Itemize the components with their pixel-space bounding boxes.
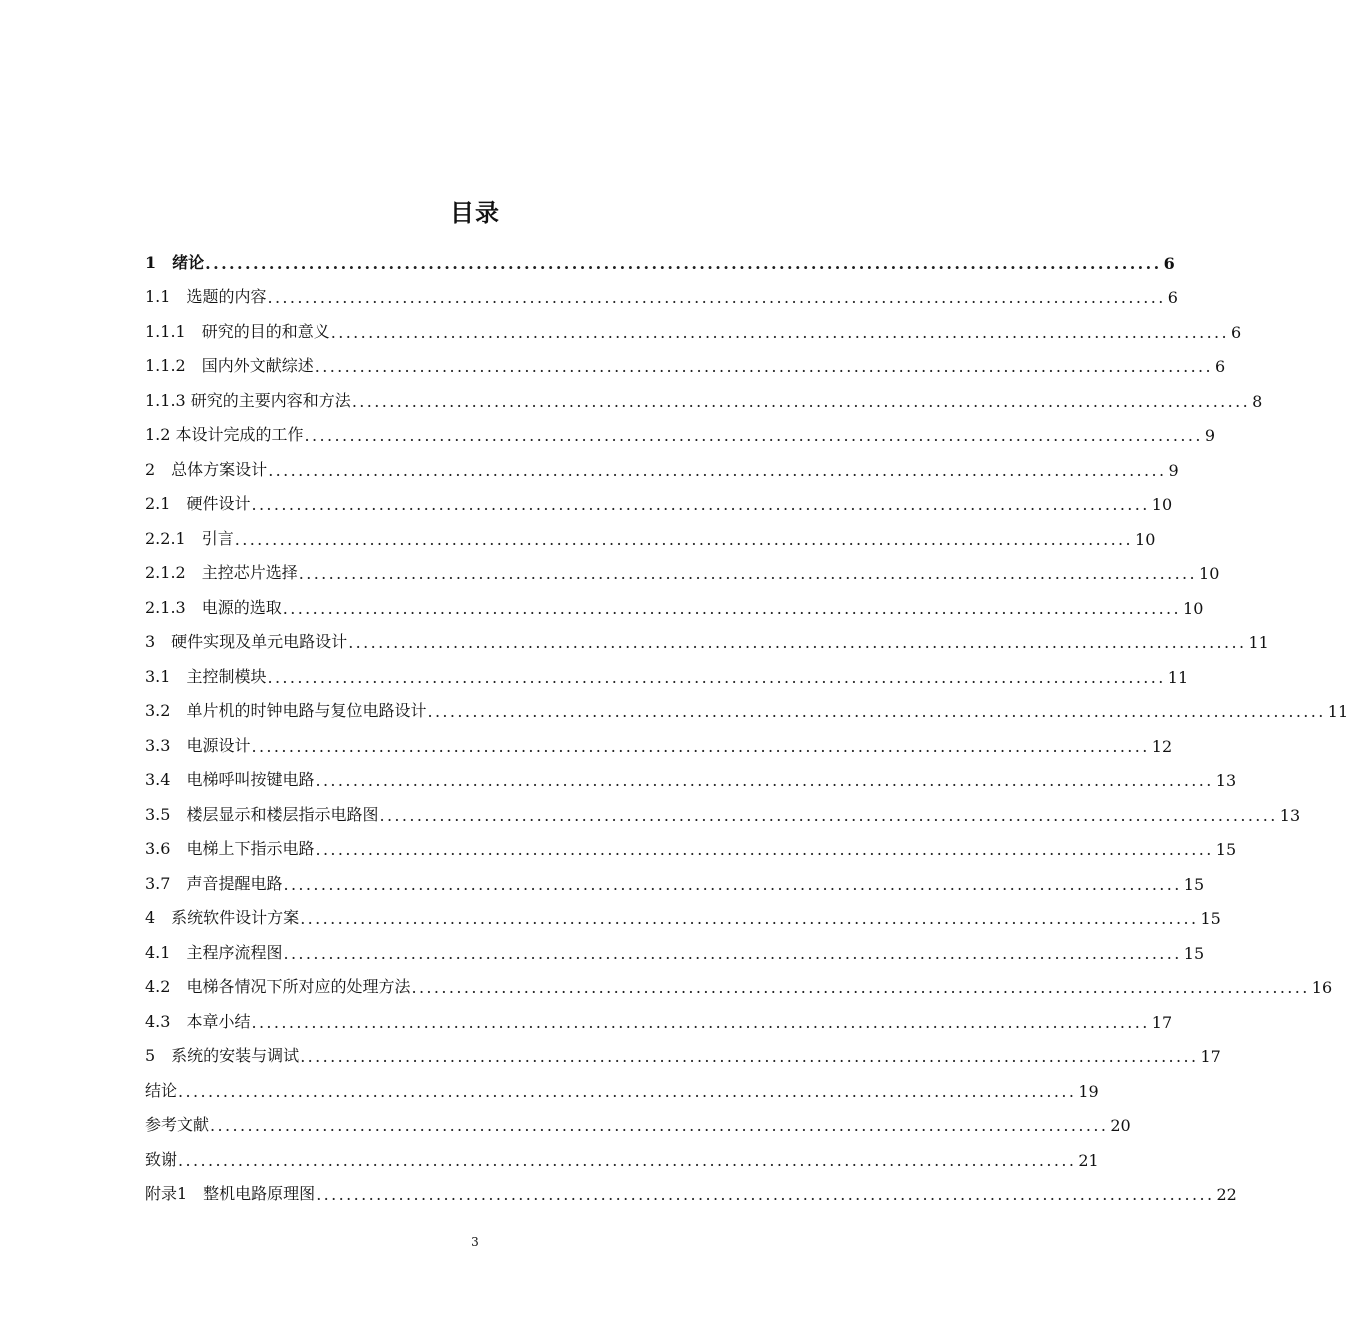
toc-entry-page: 11 xyxy=(1167,667,1189,687)
toc-entry[interactable] xyxy=(145,1101,1131,1136)
toc-entry-label: 1.1 选题的内容 xyxy=(145,287,267,306)
toc-entry-page: 19 xyxy=(1078,1081,1099,1101)
toc-entry-label: 4.3 本章小结 xyxy=(145,1011,251,1031)
toc-leader-dots: ........................................................................................................................ xyxy=(330,322,1230,342)
toc-entry-page: 6 xyxy=(1163,253,1175,273)
toc-entry[interactable] xyxy=(145,1066,1099,1101)
toc-entry[interactable] xyxy=(145,997,1173,1032)
toc-entry-label: 3.5 楼层显示和楼层指示电路图 xyxy=(145,804,379,824)
toc-entry[interactable] xyxy=(145,1170,1237,1205)
toc-entry-label: 3 硬件实现及单元电路设计 xyxy=(145,632,348,651)
toc-entry-label: 参考文献 xyxy=(145,1115,210,1134)
toc-entry-label: 1 绪论 xyxy=(145,252,205,272)
toc-entry-page: 8 xyxy=(1252,391,1263,411)
toc-entry-label: 附录1 整机电路原理图 xyxy=(145,1184,316,1203)
toc-entry-label: 2.1 硬件设计 xyxy=(145,494,251,513)
toc-entry-page: 15 xyxy=(1215,840,1237,859)
toc-leader-dots: ........................................................................................................................ xyxy=(379,805,1278,825)
toc-leader-dots: ........................................................................................................................ xyxy=(205,253,1162,273)
toc-entry-page: 12 xyxy=(1151,736,1173,756)
toc-entry-page: 15 xyxy=(1200,909,1221,928)
toc-entry[interactable] xyxy=(145,445,1179,480)
toc-entry-label: 5 系统的安装与调试 xyxy=(145,1046,300,1065)
toc-entry-label: 3.2 单片机的时钟电路与复位电路设计 xyxy=(145,701,427,720)
toc-entry[interactable] xyxy=(145,411,1216,446)
toc-entry-page: 15 xyxy=(1183,943,1205,963)
toc-leader-dots: ........................................................................................................................ xyxy=(351,391,1251,411)
toc-leader-dots: ........................................................................................................................ xyxy=(267,288,1166,307)
toc-entry[interactable] xyxy=(145,1032,1221,1067)
toc-entry-label: 1.2 本设计完成的工作 xyxy=(145,425,304,444)
toc-leader-dots: ........................................................................................................................ xyxy=(316,1185,1215,1204)
toc-entry-label: 结论 xyxy=(145,1080,178,1100)
toc-entry-page: 10 xyxy=(1183,598,1204,618)
toc-entry-page: 10 xyxy=(1151,495,1173,514)
toc-entry[interactable] xyxy=(145,790,1301,825)
toc-entry-page: 22 xyxy=(1216,1185,1237,1204)
toc-entry-page: 11 xyxy=(1327,702,1348,721)
toc-entry-page: 9 xyxy=(1168,460,1179,480)
toc-entry-label: 3.6 电梯上下指示电路 xyxy=(145,839,315,858)
toc-leader-dots: ........................................................................................................................ xyxy=(282,598,1182,618)
toc-entry-page: 17 xyxy=(1151,1012,1173,1032)
toc-entry[interactable] xyxy=(145,825,1237,860)
toc-entry-page: 6 xyxy=(1231,322,1242,342)
toc-entry-label: 3.4 电梯呼叫按键电路 xyxy=(145,770,315,789)
toc-entry[interactable] xyxy=(145,376,1263,411)
toc-entry[interactable] xyxy=(145,1135,1099,1170)
toc-entry[interactable] xyxy=(145,273,1178,308)
toc-entry-label: 2 总体方案设计 xyxy=(145,459,268,479)
toc-entry-page: 20 xyxy=(1110,1116,1131,1135)
toc-entry-label: 2.2.1 引言 xyxy=(145,528,234,548)
toc-leader-dots: ........................................................................................................................ xyxy=(251,736,1150,756)
toc-entry-page: 15 xyxy=(1183,874,1205,894)
toc-leader-dots: ........................................................................................................................ xyxy=(178,1081,1077,1101)
toc-entry-label: 3.7 声音提醒电路 xyxy=(145,873,283,893)
toc-entry[interactable] xyxy=(145,583,1204,618)
toc-leader-dots: ........................................................................................................................ xyxy=(348,633,1247,652)
toc-entry[interactable] xyxy=(145,238,1175,273)
toc-entry[interactable] xyxy=(145,963,1333,998)
toc-entry[interactable] xyxy=(145,859,1205,894)
toc-leader-dots: ........................................................................................................................ xyxy=(283,874,1182,894)
toc-title: 目录 xyxy=(450,199,500,227)
toc-entry-page: 13 xyxy=(1215,771,1237,790)
toc-entry[interactable] xyxy=(145,307,1242,342)
toc-leader-dots: ........................................................................................................................ xyxy=(300,909,1199,928)
toc-entry[interactable] xyxy=(145,342,1226,377)
toc-entry-page: 9 xyxy=(1204,426,1216,445)
page-number: 3 xyxy=(471,1235,479,1249)
toc-entry-label: 3.3 电源设计 xyxy=(145,735,251,755)
toc-entry-page: 13 xyxy=(1279,805,1301,825)
toc-entry-label: 4 系统软件设计方案 xyxy=(145,908,300,927)
toc-entry[interactable] xyxy=(145,480,1173,515)
toc-entry[interactable] xyxy=(145,721,1173,756)
toc-entry-label: 4.2 电梯各情况下所对应的处理方法 xyxy=(145,977,411,996)
toc-entry-page: 17 xyxy=(1200,1047,1221,1066)
toc-entry[interactable] xyxy=(145,928,1205,963)
toc-leader-dots: ........................................................................................................................ xyxy=(251,495,1150,514)
toc-entry[interactable] xyxy=(145,756,1237,791)
toc-entry-page: 10 xyxy=(1135,529,1156,549)
toc-entry[interactable] xyxy=(145,514,1156,549)
toc-leader-dots: ........................................................................................................................ xyxy=(210,1116,1109,1135)
toc-entry-label: 1.1.3 研究的主要内容和方法 xyxy=(145,390,351,410)
toc-leader-dots: ........................................................................................................................ xyxy=(314,357,1214,376)
toc-entry[interactable] xyxy=(145,618,1269,653)
toc-leader-dots: ........................................................................................................................ xyxy=(283,943,1182,963)
toc-entry-label: 1.1.2 国内外文献综述 xyxy=(145,356,314,375)
toc-leader-dots: ........................................................................................................................ xyxy=(234,529,1134,549)
toc-entry[interactable] xyxy=(145,687,1348,722)
toc-leader-dots: ........................................................................................................................ xyxy=(315,840,1214,859)
toc-leader-dots: ........................................................................................................................ xyxy=(251,1012,1150,1032)
toc-leader-dots: ........................................................................................................................ xyxy=(300,1047,1199,1066)
toc-entry-page: 6 xyxy=(1215,357,1226,376)
toc-leader-dots: ........................................................................................................................ xyxy=(411,978,1310,997)
toc-entry-label: 4.1 主程序流程图 xyxy=(145,942,283,962)
toc-entry-label: 致谢 xyxy=(145,1149,178,1169)
toc-entry-label: 2.1.2 主控芯片选择 xyxy=(145,563,298,582)
toc-entry-page: 6 xyxy=(1167,288,1178,307)
toc-entry-page: 21 xyxy=(1078,1150,1099,1170)
toc-leader-dots: ........................................................................................................................ xyxy=(315,771,1214,790)
toc-leader-dots: ........................................................................................................................ xyxy=(267,667,1166,687)
toc-leader-dots: ........................................................................................................................ xyxy=(178,1150,1077,1170)
toc-entry[interactable] xyxy=(145,894,1221,929)
toc-entry-page: 10 xyxy=(1199,564,1220,583)
toc-entry-page: 16 xyxy=(1311,978,1333,997)
toc-leader-dots: ........................................................................................................................ xyxy=(304,426,1203,445)
toc-entry-label: 3.1 主控制模块 xyxy=(145,666,267,686)
toc-entry[interactable] xyxy=(145,652,1189,687)
toc-leader-dots: ........................................................................................................................ xyxy=(298,564,1198,583)
toc-leader-dots: ........................................................................................................................ xyxy=(427,702,1326,721)
toc-entry[interactable] xyxy=(145,549,1220,584)
toc-entry-label: 2.1.3 电源的选取 xyxy=(145,597,282,617)
table-of-contents xyxy=(145,238,1348,1204)
toc-entry-page: 11 xyxy=(1248,633,1269,652)
toc-entry-label: 1.1.1 研究的目的和意义 xyxy=(145,321,330,341)
toc-leader-dots: ........................................................................................................................ xyxy=(268,460,1167,480)
